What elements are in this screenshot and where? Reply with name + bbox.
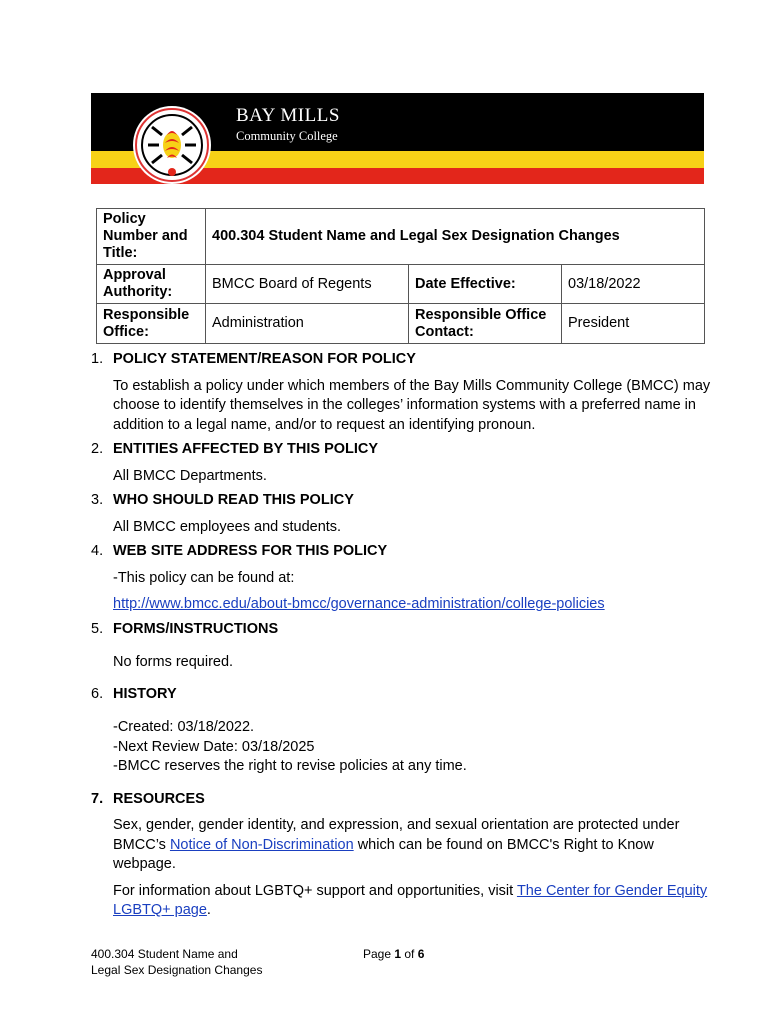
paragraph-text: For information about LGBTQ+ support and opportunities, visit: [113, 882, 517, 899]
section-title: FORMS/INSTRUCTIONS: [113, 620, 279, 637]
section-policy-statement: [91, 350, 711, 435]
college-banner: [91, 93, 704, 203]
section-text: All BMCC Departments.: [113, 467, 267, 484]
footer-title-line: Legal Sex Designation Changes: [91, 963, 263, 977]
office-contact-value: President: [562, 304, 705, 344]
section-text: -This policy can be found at:: [113, 569, 295, 586]
footer-title: [91, 946, 262, 978]
resources-paragraph-2: [91, 882, 711, 921]
page-label: Page: [363, 947, 395, 961]
section-title: WHO SHOULD READ THIS POLICY: [113, 492, 354, 508]
date-effective-value: 03/18/2022: [562, 265, 705, 304]
section-text: No forms required.: [113, 654, 234, 670]
policy-url-link[interactable]: http://www.bmcc.edu/about-bmcc/governance-administration/college-policies: [113, 596, 605, 612]
non-discrimination-link[interactable]: Notice of Non-Discrimination: [169, 836, 354, 853]
section-heading: [91, 620, 711, 640]
section-number: 2.: [91, 441, 104, 457]
total-pages: 6: [417, 947, 425, 961]
paragraph-text: Sex, gender, gender identity, and expression, and sexual orientation are protected under BMCC’s: [113, 817, 680, 853]
office-contact-label: Responsible Office Contact:: [409, 304, 562, 344]
page-of: of: [401, 947, 418, 961]
section-title: HISTORY: [113, 685, 177, 702]
section-heading: [91, 685, 711, 705]
responsible-office-value: Administration: [206, 304, 409, 344]
section-number: 6.: [91, 685, 104, 702]
section-heading: [91, 491, 711, 511]
history-created: -Created: 03/18/2022.: [113, 719, 255, 735]
section-text: To establish a policy under which members of the Bay Mills Community College (BMCC) may choose to identify themselves in the colleges’ information systems with a preferred name in addition to a legal name, and/or to request an identifying pronoun.: [113, 377, 711, 433]
section-number: 3.: [91, 492, 104, 508]
page-number: [363, 946, 424, 962]
policy-number-label: Policy Number and Title:: [97, 209, 206, 265]
section-title: WEB SITE ADDRESS FOR THIS POLICY: [113, 543, 388, 559]
college-name: BAY MILLS: [236, 105, 340, 126]
section-heading: [91, 440, 711, 460]
paragraph-text: which can be found on BMCC's Right to Know webpage.: [113, 836, 654, 872]
section-web-address: [91, 542, 711, 615]
responsible-office-label: Responsible Office:: [97, 304, 206, 344]
section-forms: [91, 620, 711, 673]
paragraph-text: .: [206, 902, 211, 918]
policy-body: [91, 350, 711, 921]
footer-title-line: 400.304 Student Name and: [91, 947, 238, 961]
current-page: 1: [394, 947, 402, 961]
feather-circle-logo-icon: [132, 105, 212, 185]
policy-title: 400.304 Student Name and Legal Sex Designation Changes: [206, 209, 705, 265]
policy-info-table: [96, 208, 705, 344]
section-number: 1.: [91, 351, 104, 367]
section-heading: [91, 542, 711, 562]
section-heading: [91, 350, 711, 370]
date-effective-label: Date Effective:: [409, 265, 562, 304]
section-heading: [91, 790, 711, 810]
section-history: [91, 685, 711, 777]
gender-equity-link[interactable]: The Center for Gender Equity LGBTQ+ page: [113, 882, 708, 918]
section-number: 5.: [91, 620, 104, 637]
section-resources: [91, 790, 711, 921]
section-number: 4.: [91, 543, 104, 559]
history-next-review: -Next Review Date: 03/18/2025: [113, 738, 315, 755]
section-who-should-read: [91, 491, 711, 537]
section-entities-affected: [91, 440, 711, 486]
section-number: 7.: [91, 790, 104, 807]
college-subname: Community College: [236, 129, 338, 143]
approval-authority-value: BMCC Board of Regents: [206, 265, 409, 304]
approval-authority-label: Approval Authority:: [97, 265, 206, 304]
history-reserve-note: -BMCC reserves the right to revise policies at any time.: [113, 758, 467, 774]
section-title: ENTITIES AFFECTED BY THIS POLICY: [113, 441, 379, 457]
section-title: RESOURCES: [113, 790, 205, 807]
section-text: All BMCC employees and students.: [113, 518, 342, 535]
section-title: POLICY STATEMENT/REASON FOR POLICY: [113, 351, 416, 367]
resources-paragraph-1: [91, 816, 711, 875]
